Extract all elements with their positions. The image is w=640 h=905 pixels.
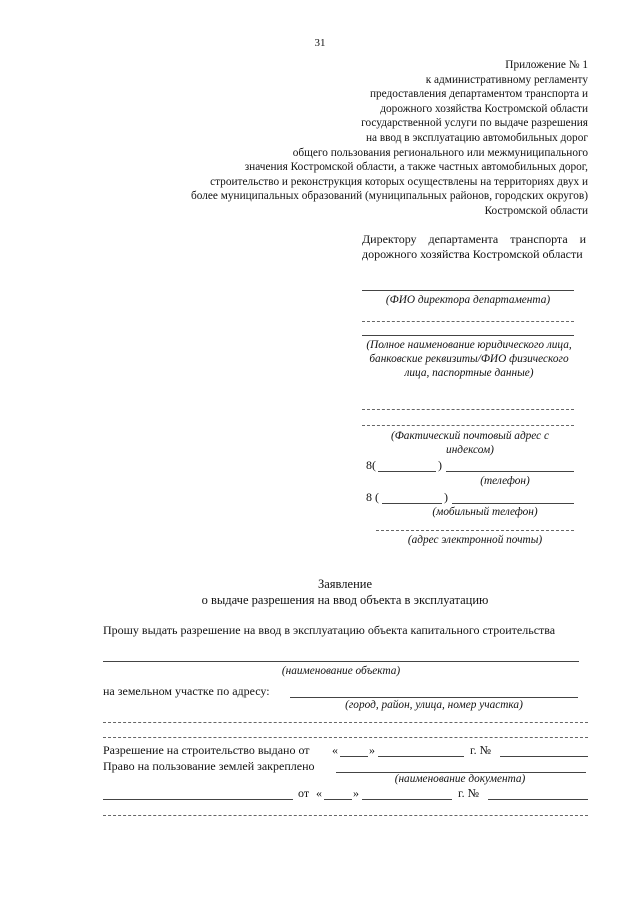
doc-quote-close: » <box>353 786 359 800</box>
address-caption: (Фактический почтовый адрес с индексом) <box>390 430 550 456</box>
appendix-line: к административному регламенту <box>425 73 588 86</box>
land-address-extra-line-2[interactable] <box>103 737 588 738</box>
object-caption: (наименование объекта) <box>281 665 401 677</box>
land-right-label: Право на пользование землей закреплено <box>103 759 315 773</box>
object-name-field[interactable] <box>103 661 579 662</box>
permit-number-field[interactable] <box>500 756 588 757</box>
page-number: 31 <box>314 37 326 49</box>
statement-title <box>0 576 640 608</box>
mobile-number-field[interactable] <box>452 503 574 504</box>
appendix-line: государственной услуги по выдаче разрешения <box>361 117 588 130</box>
phone-prefix: 8( <box>366 458 376 472</box>
addressee-to: Директору департамента транспорта и дорожного хозяйства Костромской области <box>362 232 586 261</box>
permit-day-field[interactable] <box>340 756 368 757</box>
mobile-prefix: 8 ( <box>366 490 379 504</box>
applicant-line-1[interactable] <box>362 321 574 322</box>
director-name-line[interactable] <box>362 290 574 291</box>
phone-close: ) <box>438 458 442 472</box>
land-address-extra-line-1[interactable] <box>103 722 588 723</box>
permit-quote-open: « <box>332 743 338 757</box>
appendix-line: строительство и реконструкция которых осуществлены на территориях двух и <box>210 175 588 188</box>
statement-heading: Заявление <box>317 577 372 591</box>
address-line-2[interactable] <box>362 425 574 426</box>
statement-subtitle: о выдаче разрешения на ввод объекта в эксплуатацию <box>201 593 489 607</box>
doc-quote-open: « <box>316 786 322 800</box>
director-caption: (ФИО директора департамента) <box>385 294 551 306</box>
applicant-line-2[interactable] <box>362 335 574 336</box>
appendix-line: значения Костромской области, а также частных автомобильных дорог, <box>244 161 588 174</box>
email-caption: (адрес электронной почты) <box>407 534 543 546</box>
applicant-caption: (Полное наименование юридического лица, банковские реквизиты/ФИО физического лица, паспортные данные) <box>366 339 572 379</box>
phone-number-field[interactable] <box>446 471 574 472</box>
phone-code-field[interactable] <box>378 471 436 472</box>
permit-year-no: г. № <box>470 743 492 757</box>
request-text: Прошу выдать разрешение на ввод в эксплуатацию объекта капитального строительства <box>103 623 556 637</box>
appendix-header <box>191 58 588 219</box>
doc-day-field[interactable] <box>324 799 352 800</box>
appendix-line: дорожного хозяйства Костромской области <box>380 102 588 115</box>
appendix-line: Приложение № 1 <box>505 59 588 71</box>
land-address-caption: (город, район, улица, номер участка) <box>345 699 523 711</box>
document-name-field[interactable] <box>103 799 293 800</box>
permit-quote-close: » <box>369 743 375 757</box>
permit-label: Разрешение на строительство выдано от <box>103 743 310 757</box>
appendix-line: на ввод в эксплуатацию автомобильных дорог <box>365 131 588 144</box>
land-label: на земельном участке по адресу: <box>103 684 270 698</box>
doc-month-field[interactable] <box>362 799 452 800</box>
doc-year-no: г. № <box>458 786 480 800</box>
appendix-line: предоставления департаментом транспорта и <box>369 88 588 101</box>
appendix-line: более муниципальных образований (муниципальных районов, городских округов) <box>191 190 588 203</box>
appendix-line: общего пользования регионального или межмуниципального <box>292 146 588 159</box>
document-caption: (наименование документа) <box>394 773 526 785</box>
mobile-code-field[interactable] <box>382 503 442 504</box>
mobile-caption: (мобильный телефон) <box>432 506 538 518</box>
email-field[interactable] <box>376 530 574 531</box>
mobile-close: ) <box>444 490 448 504</box>
document-extra-line[interactable] <box>103 815 588 816</box>
doc-number-field[interactable] <box>488 799 588 800</box>
address-line-1[interactable] <box>362 409 574 410</box>
phone-caption: (телефон) <box>480 475 530 487</box>
permit-month-field[interactable] <box>378 756 464 757</box>
from-label: от <box>298 786 310 800</box>
appendix-line: Костромской области <box>484 204 588 217</box>
